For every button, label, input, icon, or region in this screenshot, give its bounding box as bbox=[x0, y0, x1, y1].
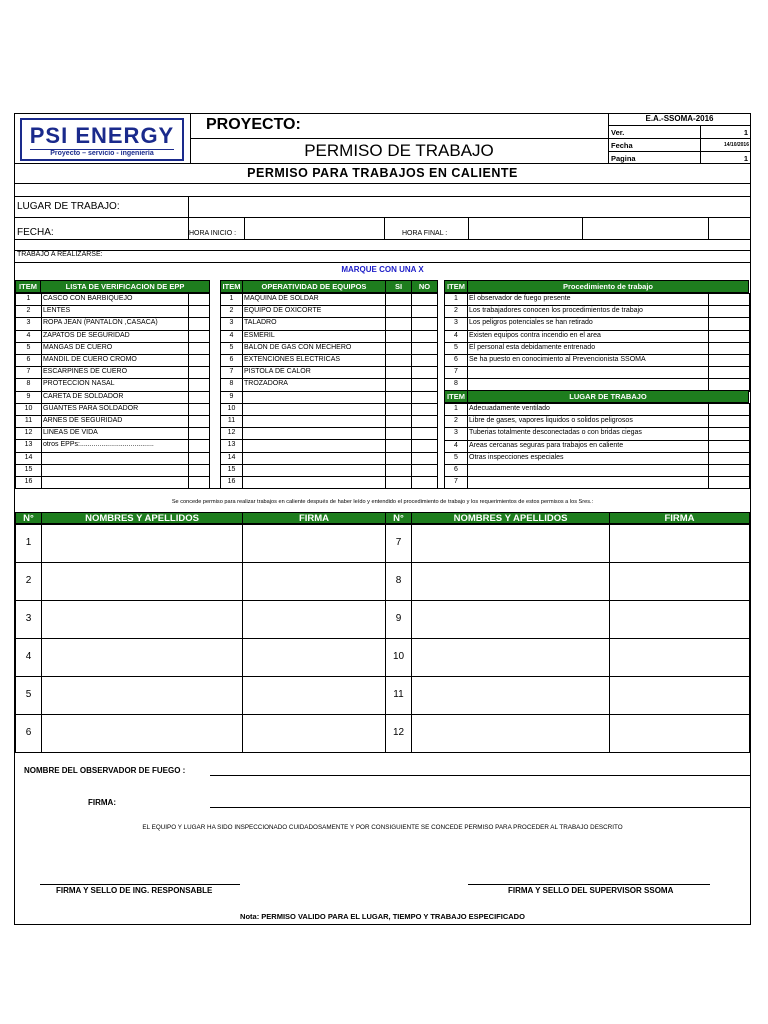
trabajo-label: TRABAJO A REALIZARSE: bbox=[17, 251, 103, 258]
epp-item-text: GUANTES PARA SOLDADOR bbox=[43, 404, 139, 412]
equipos-si-box[interactable] bbox=[385, 317, 412, 330]
equipos-si-box[interactable] bbox=[385, 403, 412, 416]
equipos-item-number: 12 bbox=[227, 429, 236, 437]
epp-item-number: 1 bbox=[26, 295, 31, 302]
personnel-number: 1 bbox=[25, 537, 32, 548]
lugar-item-number: 3 bbox=[454, 429, 458, 437]
equipos-no-box[interactable] bbox=[411, 403, 438, 416]
equipos-si-box[interactable] bbox=[385, 305, 412, 318]
personnel-number: 5 bbox=[25, 689, 32, 700]
epp-item-text: ZAPATOS DE SEGURIDAD bbox=[43, 331, 130, 339]
equipos-item-text: ESMERIL bbox=[244, 331, 275, 339]
lugar-check-box[interactable] bbox=[708, 415, 750, 428]
epp-check-box[interactable] bbox=[188, 427, 210, 440]
sign-left-label: FIRMA Y SELLO DE ING. RESPONSABLE bbox=[56, 886, 213, 895]
equipos-no-box[interactable] bbox=[411, 378, 438, 391]
personnel-names-right: NOMBRES Y APELLIDOS bbox=[411, 512, 610, 524]
personnel-number: 8 bbox=[395, 575, 402, 586]
epp-check-box[interactable] bbox=[188, 464, 210, 477]
lugar-item-number: 1 bbox=[454, 405, 458, 412]
ver-label: Ver. bbox=[611, 128, 625, 137]
lugar-title: LUGAR DE TRABAJO bbox=[467, 390, 749, 403]
equipos-item-number: 14 bbox=[227, 453, 236, 461]
form-title: PERMISO DE TRABAJO bbox=[304, 141, 494, 160]
form-subtitle: PERMISO PARA TRABAJOS EN CALIENTE bbox=[247, 166, 518, 180]
personnel-signature-field[interactable] bbox=[609, 524, 750, 563]
epp-item-text: CARETA DE SOLDADOR bbox=[43, 392, 124, 400]
personnel-name-field[interactable] bbox=[411, 600, 610, 639]
sign-right-line[interactable] bbox=[468, 884, 710, 885]
personnel-names-left: NOMBRES Y APELLIDOS bbox=[41, 512, 243, 524]
proc-item-number: 8 bbox=[454, 380, 458, 388]
equipos-row-cell bbox=[242, 452, 386, 465]
epp-item-text: ARNES DE SEGURIDAD bbox=[43, 417, 123, 424]
equipos-item-text: EXTENCIONES ELECTRICAS bbox=[244, 356, 341, 363]
proc-item-number: 4 bbox=[454, 331, 458, 339]
lugar-item-text: Otras inspecciones especiales bbox=[469, 453, 564, 461]
epp-item-number: 16 bbox=[24, 478, 33, 485]
firma-input[interactable] bbox=[210, 796, 750, 808]
lugar-check-box[interactable] bbox=[708, 452, 750, 465]
equipos-item-text: PISTOLA DE CALOR bbox=[244, 368, 311, 376]
equipos-item-number: 11 bbox=[227, 417, 236, 424]
logo bbox=[20, 118, 184, 161]
personnel-name-field[interactable] bbox=[411, 714, 610, 753]
personnel-firma-left: FIRMA bbox=[242, 512, 386, 524]
proc-item-text: Los trabajadores conocen los procedimientos de trabajo bbox=[469, 307, 643, 315]
personnel-signature-field[interactable] bbox=[242, 524, 386, 563]
lugar-item-header: ITEM bbox=[444, 390, 468, 403]
concede-text: Se concede permiso para realizar trabajos en caliente después de haber leído y entendido el procedimiento de trabajo y los requerimientos de estos permisos a los Sres.: bbox=[171, 499, 594, 505]
firma-label: FIRMA: bbox=[88, 798, 116, 807]
epp-check-box[interactable] bbox=[188, 305, 210, 318]
epp-item-text: ROPA JEAN (PANTALON ,CASACA) bbox=[43, 319, 158, 327]
equipos-si-box[interactable] bbox=[385, 452, 412, 465]
epp-item-number: 15 bbox=[24, 465, 33, 473]
epp-item-number: 8 bbox=[26, 380, 31, 388]
lugar-item-number: 6 bbox=[454, 466, 458, 473]
lugar-item-text: Libre de gases, vapores liquidos o solidos peligrosos bbox=[469, 417, 633, 425]
fecha-value: 14/10/2016 bbox=[723, 142, 749, 148]
proc-check-box[interactable] bbox=[708, 342, 750, 355]
sign-right-label: FIRMA Y SELLO DEL SUPERVISOR SSOMA bbox=[508, 886, 674, 895]
epp-check-box[interactable] bbox=[188, 330, 210, 343]
lugar-item-text: Areas cercanas seguras para trabajos en caliente bbox=[469, 441, 624, 449]
marque-label: MARQUE CON UNA X bbox=[341, 265, 424, 274]
proc-check-box[interactable] bbox=[708, 330, 750, 343]
personnel-signature-field[interactable] bbox=[242, 600, 386, 639]
epp-item-number: 13 bbox=[24, 441, 33, 449]
observador-input[interactable] bbox=[210, 764, 750, 776]
epp-item-number: 9 bbox=[26, 392, 31, 400]
epp-row-cell bbox=[41, 464, 189, 477]
personnel-signature-field[interactable] bbox=[609, 600, 750, 639]
equipos-item-header: ITEM bbox=[220, 280, 243, 293]
equipos-item-text: BALON DE GAS CON MECHERO bbox=[244, 343, 352, 351]
logo-title: PSI ENERGY bbox=[29, 123, 175, 148]
lugar-check-box[interactable] bbox=[708, 427, 750, 440]
personnel-number: 10 bbox=[392, 651, 405, 662]
proc-item-number: 7 bbox=[454, 368, 458, 376]
epp-check-box[interactable] bbox=[188, 366, 210, 379]
epp-check-box[interactable] bbox=[188, 403, 210, 416]
epp-item-header: ITEM bbox=[15, 280, 41, 293]
lugar-item-number: 7 bbox=[454, 478, 458, 486]
personnel-number: 9 bbox=[395, 613, 402, 624]
proc-item-text: El observador de fuego presente bbox=[469, 295, 571, 302]
personnel-signature-field[interactable] bbox=[242, 714, 386, 753]
observador-label: NOMBRE DEL OBSERVADOR DE FUEGO : bbox=[24, 766, 186, 775]
proc-item-text: Se ha puesto en conocimiento al Prevencionista SSOMA bbox=[469, 356, 646, 363]
epp-item-text: LENTES bbox=[43, 307, 71, 315]
personnel-signature-field[interactable] bbox=[242, 676, 386, 715]
lugar-item-text: Tuberias totalmente desconectadas o con bridas ciegas bbox=[469, 429, 642, 437]
epp-item-number: 14 bbox=[24, 453, 33, 461]
equipos-item-text: MAQUINA DE SOLDAR bbox=[244, 295, 319, 302]
personnel-number: 3 bbox=[25, 613, 32, 624]
proc-item-number: 5 bbox=[454, 343, 458, 351]
equipos-no-box[interactable] bbox=[411, 305, 438, 318]
personnel-name-field[interactable] bbox=[41, 562, 243, 601]
epp-item-text: PROTECCION NASAL bbox=[43, 380, 115, 388]
epp-check-box[interactable] bbox=[188, 378, 210, 391]
lugar-item-number: 4 bbox=[454, 441, 458, 449]
equipos-no-box[interactable] bbox=[411, 342, 438, 355]
personnel-signature-field[interactable] bbox=[242, 562, 386, 601]
personnel-name-field[interactable] bbox=[411, 562, 610, 601]
lugar-label: LUGAR DE TRABAJO: bbox=[17, 201, 120, 212]
equipos-si-box[interactable] bbox=[385, 378, 412, 391]
equipos-si-box[interactable] bbox=[385, 366, 412, 379]
epp-item-number: 3 bbox=[26, 319, 31, 327]
proc-check-box[interactable] bbox=[708, 317, 750, 330]
proc-item-number: 6 bbox=[454, 356, 458, 363]
lugar-check-box[interactable] bbox=[708, 440, 750, 453]
personnel-signature-field[interactable] bbox=[609, 562, 750, 601]
equipos-si-box[interactable] bbox=[385, 342, 412, 355]
epp-item-number: 2 bbox=[26, 307, 31, 315]
personnel-number: 4 bbox=[25, 651, 32, 662]
proc-item-text: Existen equipos contra incendio en el area bbox=[469, 331, 601, 339]
ver-value: 1 bbox=[743, 128, 748, 137]
personnel-number: 7 bbox=[395, 537, 402, 548]
proc-item-text: Los peligros potenciales se han retirado bbox=[469, 319, 593, 327]
personnel-name-field[interactable] bbox=[41, 600, 243, 639]
epp-item-number: 7 bbox=[26, 368, 31, 376]
epp-item-number: 5 bbox=[26, 343, 31, 351]
epp-item-text: CASCO CON BARBIQUEJO bbox=[43, 295, 133, 302]
equipos-no-box[interactable] bbox=[411, 317, 438, 330]
equipos-item-number: 13 bbox=[227, 441, 236, 449]
epp-title: LISTA DE VERIFICACION DE EPP bbox=[40, 280, 210, 293]
hora-inicio-label: HORA INICIO : bbox=[189, 230, 237, 237]
equipos-item-text: EQUIPO DE OXICORTE bbox=[244, 307, 322, 315]
fecha-label: Fecha bbox=[611, 141, 633, 150]
equipos-title: OPERATIVIDAD DE EQUIPOS bbox=[242, 280, 386, 293]
personnel-n-right: N° bbox=[385, 512, 412, 524]
personnel-name-field[interactable] bbox=[41, 714, 243, 753]
equipos-item-text: TROZADORA bbox=[244, 380, 288, 388]
equipos-no-box[interactable] bbox=[411, 464, 438, 477]
epp-check-box[interactable] bbox=[188, 452, 210, 465]
equipos-row-cell bbox=[242, 403, 386, 416]
equipos-item-number: 8 bbox=[229, 380, 234, 388]
epp-check-box[interactable] bbox=[188, 317, 210, 330]
personnel-n-left: N° bbox=[15, 512, 42, 524]
equipos-si-box[interactable] bbox=[385, 427, 412, 440]
equipos-si-box[interactable] bbox=[385, 439, 412, 452]
equipos-item-number: 16 bbox=[227, 478, 236, 485]
proc-title: Procedimiento de trabajo bbox=[467, 280, 749, 293]
epp-item-number: 6 bbox=[26, 356, 31, 363]
equipos-item-number: 4 bbox=[229, 331, 234, 339]
equipos-item-text: TALADRO bbox=[244, 319, 277, 327]
personnel-number: 11 bbox=[393, 689, 404, 700]
lugar-input[interactable] bbox=[188, 196, 751, 217]
epp-item-number: 10 bbox=[24, 404, 33, 412]
pagina-value: 1 bbox=[743, 154, 748, 163]
note-text: Nota: PERMISO VALIDO PARA EL LUGAR, TIEMPO Y TRABAJO ESPECIFICADO bbox=[240, 912, 525, 921]
hora-final-label: HORA FINAL : bbox=[402, 230, 448, 237]
personnel-name-field[interactable] bbox=[411, 524, 610, 563]
equipos-si-box[interactable] bbox=[385, 330, 412, 343]
epp-item-number: 11 bbox=[24, 417, 33, 424]
equipos-si-box[interactable] bbox=[385, 391, 412, 404]
equipos-item-number: 6 bbox=[229, 356, 234, 363]
equipos-row-cell bbox=[242, 391, 386, 404]
personnel-name-field[interactable] bbox=[41, 524, 243, 563]
personnel-number: 2 bbox=[25, 575, 32, 586]
lugar-item-number: 5 bbox=[454, 453, 458, 461]
equipos-no-box[interactable] bbox=[411, 391, 438, 404]
pagina-label: Pagina bbox=[611, 154, 636, 163]
proc-item-number: 1 bbox=[454, 295, 458, 302]
proc-item-number: 3 bbox=[454, 319, 458, 327]
epp-item-text: MANGAS DE CUERO bbox=[43, 343, 113, 351]
equipos-no-box[interactable] bbox=[411, 439, 438, 452]
personnel-name-field[interactable] bbox=[411, 638, 610, 677]
equipos-no-box[interactable] bbox=[411, 330, 438, 343]
epp-row-cell bbox=[41, 452, 189, 465]
equipos-row-cell bbox=[242, 427, 386, 440]
logo-subtitle: Proyecto – servicio - ingeniería bbox=[50, 150, 154, 157]
lugar-item-text: Adecuadamente ventilado bbox=[469, 405, 550, 412]
equipos-item-number: 2 bbox=[229, 307, 234, 315]
personnel-name-field[interactable] bbox=[411, 676, 610, 715]
statement-text: EL EQUIPO Y LUGAR HA SIDO INSPECCIONADO CUIDADOSAMENTE Y POR CONSIGUIENTE SE CONCEDE PERMISO PARA PROCEDER AL TRABAJO DESCRITO bbox=[142, 824, 623, 831]
epp-check-box[interactable] bbox=[188, 439, 210, 452]
personnel-signature-field[interactable] bbox=[609, 676, 750, 715]
proc-item-number: 2 bbox=[454, 307, 458, 315]
equipos-row-cell bbox=[242, 439, 386, 452]
equipos-si-box[interactable] bbox=[385, 464, 412, 477]
proc-check-box[interactable] bbox=[708, 366, 750, 379]
equipos-item-number: 5 bbox=[229, 343, 234, 351]
epp-item-text: MANDIL DE CUERO CROMO bbox=[43, 356, 137, 363]
epp-item-text: LINEAS DE VIDA bbox=[43, 429, 98, 437]
equipos-item-number: 9 bbox=[229, 392, 234, 400]
proc-row-cell bbox=[467, 366, 709, 379]
equipos-row-cell bbox=[242, 464, 386, 477]
equipos-item-number: 7 bbox=[229, 368, 234, 376]
epp-check-box[interactable] bbox=[188, 342, 210, 355]
equipos-no-box[interactable] bbox=[411, 427, 438, 440]
personnel-number: 12 bbox=[392, 727, 405, 738]
personnel-name-field[interactable] bbox=[41, 638, 243, 677]
epp-item-text: ESCARPINES DE CUERO bbox=[43, 368, 128, 376]
equipos-item-number: 1 bbox=[229, 295, 234, 302]
proc-check-box[interactable] bbox=[708, 305, 750, 318]
project-label: PROYECTO: bbox=[206, 116, 301, 133]
epp-item-number: 4 bbox=[26, 331, 31, 339]
equipos-no-box[interactable] bbox=[411, 366, 438, 379]
proc-item-header: ITEM bbox=[444, 280, 468, 293]
personnel-signature-field[interactable] bbox=[609, 638, 750, 677]
fecha-field-label: FECHA: bbox=[17, 227, 54, 238]
lugar-item-number: 2 bbox=[454, 417, 458, 425]
epp-check-box[interactable] bbox=[188, 391, 210, 404]
equipos-item-number: 15 bbox=[227, 465, 236, 473]
equipos-no-box[interactable] bbox=[411, 452, 438, 465]
epp-item-text: otros EPPs:...................................... bbox=[43, 441, 154, 449]
proc-item-text: El personal esta debidamente entrenado bbox=[469, 343, 596, 351]
epp-item-number: 12 bbox=[24, 429, 33, 437]
equipos-item-number: 3 bbox=[229, 319, 234, 327]
personnel-signature-field[interactable] bbox=[609, 714, 750, 753]
personnel-name-field[interactable] bbox=[41, 676, 243, 715]
sign-left-line[interactable] bbox=[40, 884, 240, 885]
personnel-firma-right: FIRMA bbox=[609, 512, 750, 524]
personnel-signature-field[interactable] bbox=[242, 638, 386, 677]
form-code: E.A.-SSOMA-2016 bbox=[645, 114, 714, 123]
personnel-number: 6 bbox=[25, 727, 32, 738]
equipos-no-header: NO bbox=[411, 280, 438, 293]
equipos-si-header: SI bbox=[385, 280, 412, 293]
equipos-item-number: 10 bbox=[227, 404, 236, 412]
